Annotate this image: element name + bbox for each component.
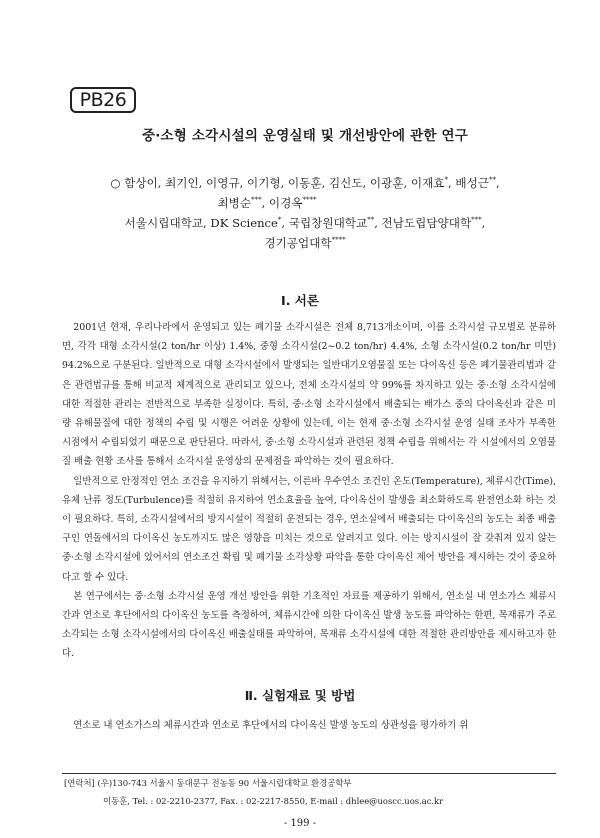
authors-names: , 배성근 <box>448 176 489 190</box>
contact-address: [연락처] (우)130-743 서울시 동대문구 전농동 90 서울시립대학교 환경공학부 <box>64 778 352 788</box>
authors-names: , 이경옥 <box>261 196 303 210</box>
footer-divider <box>62 773 556 774</box>
section-1-body <box>62 318 556 664</box>
section-2-heading: Ⅱ. 실험재료 및 방법 <box>244 688 356 703</box>
authors-line-2 <box>0 195 542 211</box>
body-paragraph: 일반적으로 안정적인 연소 조건을 유지하기 위해서는, 이른바 우수연소 조건인 온도(Temperature), 체류시간(Time), 유체 난류 정도(Turbulence)를 적절히 유지하여 연소효율을 높여, 다이옥신이 발생을 최소화하도록 완전연소화 하는 것이 필요하다. 특히, 소각시설에서의 방지시설이 적절히 운전되는 경우, 연소실에서 배출되는 다이옥신의 농도는 최종 배출구인 연돌에서의 다이옥신 농도까지도 많은 영향을 미치는 것으로 알려지고 있다. 이는 방지시설이 잘 갖춰져 있지 않는 중·소형 소각시설에 있어서의 연소조건 확립 및 폐기물 소각상황 파악을 통한 다이옥신 제어 방안을 제시하는 것이 중요하다고 할 수 있다. <box>62 475 556 583</box>
authors-names: ○ 함상이, 최기인, 이영규, 이기형, 이동훈, 김신도, 이광훈, 이재효 <box>110 176 445 190</box>
section-1-heading: Ⅰ. 서론 <box>281 293 319 308</box>
authors-names: , <box>495 176 500 190</box>
affiliation-text: , 전남도립담양대학 <box>374 216 472 230</box>
affiliation-mark: ** <box>367 216 375 225</box>
affiliation-text: 서울시립대학교, DK Science <box>124 216 278 230</box>
paper-title: 중·소형 소각시설의 운영실태 및 개선방안에 관한 연구 <box>141 128 469 144</box>
affiliations-line-2 <box>30 235 580 251</box>
affiliation-mark: * <box>444 176 448 185</box>
authors-line-1 <box>30 175 580 191</box>
affiliation-mark: * <box>277 216 282 225</box>
affiliation-text: , <box>481 216 486 230</box>
affiliations-line-1 <box>30 215 580 231</box>
body-paragraph: 2001년 현재, 우리나라에서 운영되고 있는 폐기물 소각시설은 전체 8,713개소이며, 이를 소각시설 규모별로 분류하면, 각각 대형 소각시설(2 ton/hr 이상) 1.4%, 중형 소각시설(2~0.2 ton/hr) 4.4%, 소형 소각시설(0.2 ton/hr 미만) 94.2%으로 구분된다. 일반적으로 대형 소각시설에서 발생되는 일반대기오염물질 또는 다이옥신 등은 폐기물관리법과 같은 관련법규를 통해 비교적 체계적으로 관리되고 있으나, 전체 소각시설의 약 99%를 차지하고 있는 중·소형 소각시설에 대한 적절한 관리는 전반적으로 부족한 실정이다. 특히, 중·소형 소각시설에서 배출되는 배가스 중의 다이옥신과 같은 미량 유해물질에 대한 정책의 수립 및 시행은 어려운 상황에 있는데, 이는 현재 중·소형 소각시설 운영 실태 조사가 부족한 시점에서 수립되었기 때문으로 판단된다. 따라서, 중·소형 소각시설과 관련된 정책 수립을 위해서는 각 시설에서의 오염물질 배출 현황 조사를 통해서 소각시설 운영상의 문제점을 파악하는 것이 필요하다. <box>62 322 556 468</box>
session-label-box <box>70 87 136 113</box>
affiliation-mark: **** <box>331 236 346 245</box>
body-paragraph: 본 연구에서는 중·소형 소각시설 운영 개선 방안을 위한 기초적인 자료를 제공하기 위해서, 연소실 내 연소가스 체류시간과 연소로 후단에서의 다이옥신 농도를 측정하여, 체류시간에 의한 다이옥신 발생 농도를 파악하는 한편, 목재류가 주로 소각되는 소형 소각시설에서의 다이옥신 배출실태를 파악하여, 목재류 소각시설에 대한 적절한 관리방안을 제시하고자 한다. <box>62 590 556 660</box>
affiliation-mark: **** <box>302 196 317 205</box>
affiliation-mark: ** <box>488 176 496 185</box>
authors-names: 최병순 <box>217 196 252 210</box>
affiliation-text: 경기공업대학 <box>264 236 332 250</box>
page-number: - 199 - <box>283 818 317 829</box>
body-paragraph: 연소로 내 연소가스의 체류시간과 연소로 후단에서의 다이옥신 발생 농도의 상관성을 평가하기 위 <box>73 720 469 731</box>
session-label: PB26 <box>79 89 127 111</box>
affiliation-mark: *** <box>251 196 262 205</box>
affiliation-mark: *** <box>471 216 482 225</box>
affiliation-text: , 국립창원대학교 <box>281 216 368 230</box>
contact-details: 이동훈, Tel. : 02-2210-2377, Fax. : 02-2217-8550, E-mail : dhlee@uoscc.uos.ac.kr <box>103 796 444 806</box>
section-2-body <box>62 716 556 735</box>
